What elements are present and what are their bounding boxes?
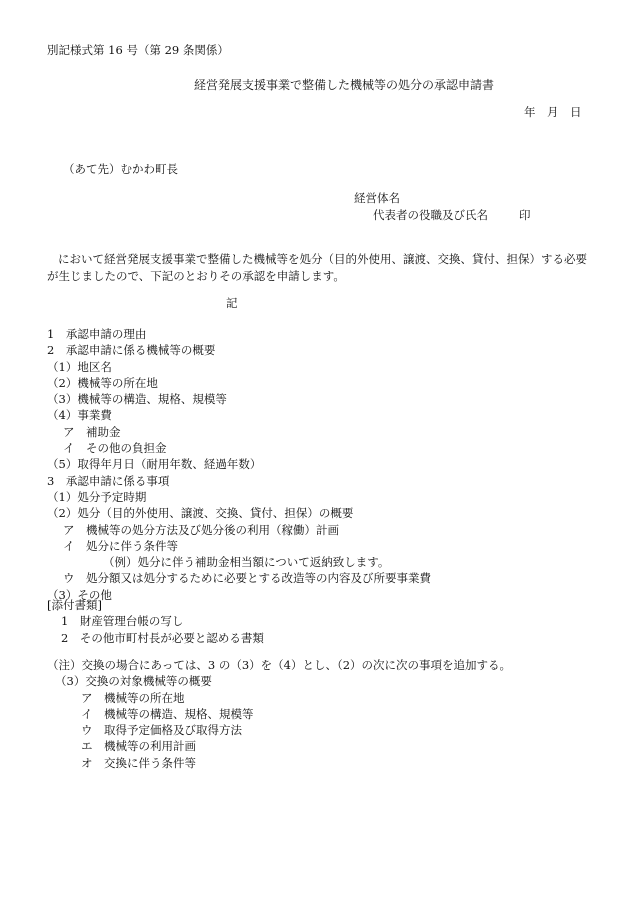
application-item: ア 補助金 xyxy=(63,424,121,439)
application-item: 1 承認申請の理由 xyxy=(47,327,147,341)
application-item: （1）処分予定時期 xyxy=(47,489,147,504)
application-item: （1）地区名 xyxy=(47,359,112,374)
application-item: （5）取得年月日（耐用年数、経過年数） xyxy=(47,457,262,472)
date-line: 年 月 日 xyxy=(524,105,582,119)
attachments-section xyxy=(47,597,607,646)
form-number-label: 別記様式第 16 号（第 29 条関係） xyxy=(47,43,229,57)
application-item: イ 処分に伴う条件等 xyxy=(63,538,178,553)
application-item: （3）その他 xyxy=(47,587,112,602)
note-sub-heading: （3）交換の対象機械等の概要 xyxy=(55,674,212,689)
application-item: （3）機械等の構造、規格、規模等 xyxy=(47,392,227,407)
note-item: ア 機械等の所在地 xyxy=(81,690,185,705)
attachment-item: 1 財産管理台帳の写し xyxy=(61,614,184,629)
note-item: エ 機械等の利用計画 xyxy=(81,739,196,754)
application-item: ウ 処分額又は処分するために必要とする改造等の内容及び所要事業費 xyxy=(63,571,431,586)
application-item: （2）処分（目的外使用、譲渡、交換、貸付、担保）の概要 xyxy=(47,506,354,521)
note-line: （注）交換の場合にあっては、3 の（3）を（4）とし、（2）の次に次の事項を追加する。 xyxy=(47,658,512,672)
addressee: （あて先）むかわ町長 xyxy=(63,162,178,176)
application-item: 2 承認申請に係る機械等の概要 xyxy=(47,343,216,358)
note-item: ウ 取得予定価格及び取得方法 xyxy=(81,723,242,738)
attachment-item: 2 その他市町村長が必要と認める書類 xyxy=(61,630,264,645)
application-item: ア 機械等の処分方法及び処分後の利用（稼働）計画 xyxy=(63,522,339,537)
representative-label: 代表者の役職及び氏名 xyxy=(373,208,488,222)
seal-mark: 印 xyxy=(519,208,531,222)
request-paragraph xyxy=(47,251,592,285)
note-item: オ 交換に伴う条件等 xyxy=(81,755,196,770)
ki-heading: 記 xyxy=(226,296,238,310)
application-item: 3 承認申請に係る事項 xyxy=(47,473,170,488)
attachments-heading: [添付書類] xyxy=(47,598,102,612)
note-item: イ 機械等の構造、規格、規模等 xyxy=(81,706,254,721)
applicant-org-label: 経営体名 xyxy=(354,191,400,205)
application-item: イ その他の負担金 xyxy=(63,441,167,456)
note-section xyxy=(47,657,607,771)
application-items-list xyxy=(47,326,607,603)
request-text: において経営発展支援事業で整備した機械等を処分（目的外使用、譲渡、交換、貸付、担保）する必要が生じましたので、下記のとおりその承認を申請します。 xyxy=(47,252,587,283)
application-item: （2）機械等の所在地 xyxy=(47,375,158,390)
document-title: 経営発展支援事業で整備した機械等の処分の承認申請書 xyxy=(194,78,495,92)
application-item: （4）事業費 xyxy=(47,408,112,423)
application-item: （例）処分に伴う補助金相当額について返納致します。 xyxy=(103,555,390,570)
